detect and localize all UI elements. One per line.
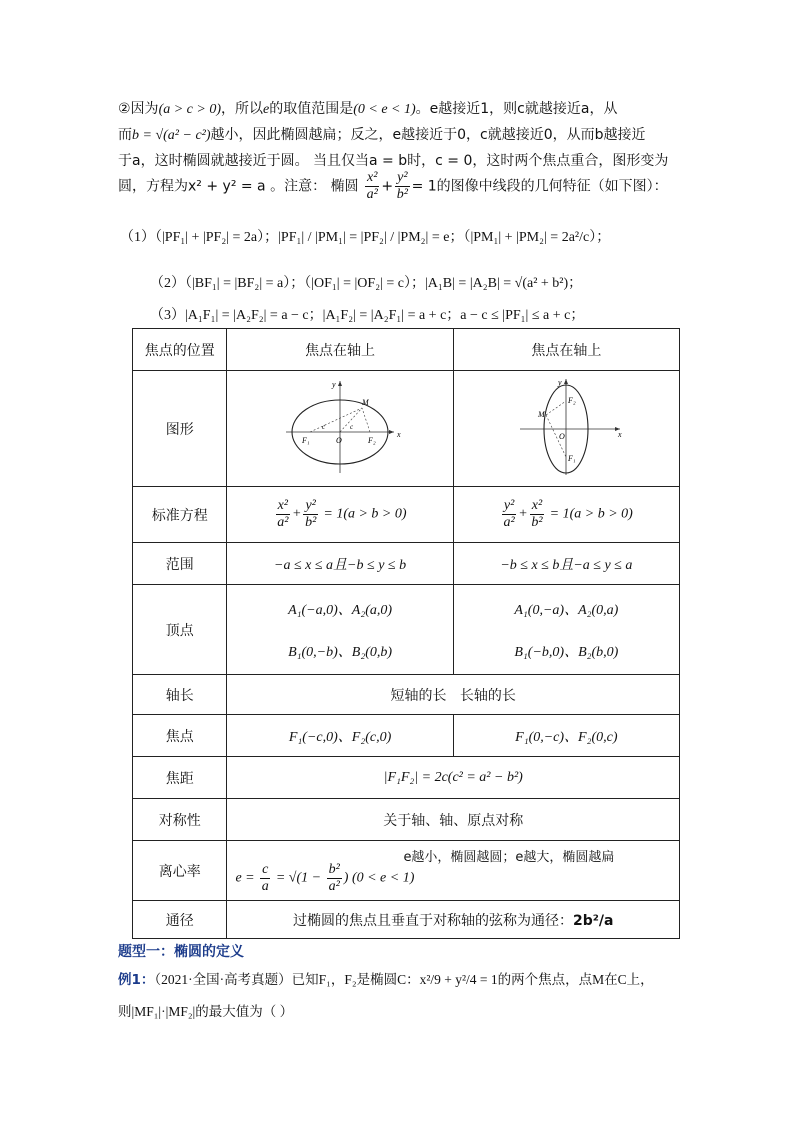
property-2	[150, 272, 582, 292]
property-1-text: （1）（|PF₁| + |PF₂| = 2a）；|PF₁| / |PM₁| = |PF₂| / |PM₂| = e；（|PM₁| + |PM₂| = 2a²/c）；	[120, 230, 611, 245]
equation-col2: $\frac{\text{y²}}{\text{a²}}$ + $\frac{\text{x²}}{\text{b²}}$ = 1(a > b > 0)	[453, 487, 679, 543]
intro-line-2	[118, 124, 646, 144]
f2-label: F₂	[368, 435, 376, 445]
e-symbol: e	[263, 102, 270, 117]
intro-text: = 1的图像中线段的几何特征（如下图）：	[411, 178, 668, 195]
section-title: 题型一：椭圆的定义	[118, 944, 244, 960]
f2-label: F₂	[568, 395, 577, 405]
table-header-row	[133, 329, 680, 371]
intro-text: 越小，因此椭圆越扁；反之，e越接近于0，c就越接近0，从而b越接近	[210, 127, 646, 143]
axis-label: 轴长	[133, 675, 227, 715]
vertex-label: 顶点	[133, 585, 227, 675]
example-line-2	[118, 1000, 293, 1020]
x-axis-label: x	[397, 429, 401, 439]
horizontal-ellipse-diagram	[280, 377, 400, 477]
figure-label: 图形	[133, 371, 227, 487]
header-label: 焦点的位置	[133, 329, 227, 371]
focal-label: 焦距	[133, 757, 227, 799]
figure-row	[133, 371, 680, 487]
property-1	[120, 226, 610, 246]
point-m-label: M	[538, 409, 546, 419]
origin-label: O	[559, 431, 566, 441]
intro-text: 的取值范围是	[269, 101, 354, 117]
range-col1: −a ≤ x ≤ a且−b ≤ y ≤ b	[227, 543, 453, 585]
b-formula: b = √(a² − c²)	[132, 128, 211, 143]
focus-label: 焦点	[133, 715, 227, 757]
vertex-b-col2: B₁(−b,0)、B₂(b,0)	[514, 644, 619, 660]
symmetry-row	[133, 799, 680, 841]
equation-label: 标准方程	[133, 487, 227, 543]
intro-text: 圆，方程为x² + y² = a 。注意： 椭圆	[118, 178, 359, 195]
intro-text: 于a，这时椭圆就越接近于圆。 当且仅当a = b时，c = 0，这时两个焦点重合，图形变为	[118, 153, 669, 169]
latus-text: 过椭圆的焦点且垂直于对称轴的弦称为通径：	[292, 912, 573, 929]
equation-col1: $\frac{\text{x²}}{\text{a²}}$ + $\frac{\text{y²}}{\text{b²}}$ = 1(a > b > 0)	[227, 487, 453, 543]
x-axis-label: x	[618, 429, 622, 439]
header-col2: 焦点在轴上	[453, 329, 679, 371]
origin-label: O	[336, 435, 342, 445]
focus-row	[133, 715, 680, 757]
latus-label: 通径	[133, 901, 227, 939]
latus-value	[227, 901, 680, 939]
f1-label: F₁	[302, 435, 310, 445]
range-label: 范围	[133, 543, 227, 585]
vertex-row	[133, 585, 680, 675]
ellipse-fraction-x: $\frac{\text{x²}}{\text{a²}}$	[366, 170, 378, 202]
point-m-label: M	[362, 397, 369, 407]
ellipse-fraction-y: $\frac{\text{y²}}{\text{b²}}$	[396, 170, 408, 202]
vertex-a-col2: A₁(0,−a)、A₂(0,a)	[514, 602, 619, 618]
eccentricity-formula: e = $\frac{c}{a}$ = √(1 − $\frac{\text{b²}}{\text{a²}}$ ) (0 < e < 1)	[235, 861, 415, 894]
eccentricity-row	[133, 841, 680, 901]
ellipse-properties-table	[132, 328, 680, 939]
intro-line-3	[118, 150, 668, 170]
range-col2: −b ≤ x ≤ b且−a ≤ y ≤ a	[453, 543, 679, 585]
example-line-1	[118, 968, 654, 988]
intro-text: 。e越接近1，则c就越接近a，从	[415, 101, 618, 117]
eccentricity-label: 离心率	[133, 841, 227, 901]
property-2-text: （2）（|BF₁| = |BF₂| = a）；（|OF₁| = |OF₂| = c）；|A₁B| = |A₂B| = √(a² + b²)；	[150, 276, 583, 291]
vertex-a-col1: A₁(−a,0)、A₂(a,0)	[288, 602, 393, 618]
vertex-b-col1: B₁(0,−b)、B₂(0,b)	[288, 644, 393, 660]
intro-text: ②因为	[118, 101, 159, 117]
intro-text: ，所以	[221, 101, 263, 117]
focal-value: |F₁F₂| = 2c(c² = a² − b²)	[227, 757, 680, 799]
example-text: （2021·全国·高考真题）已知F₁，F₂是椭圆C：x²/9 + y²/4 = 1的两个焦点，点M在C上，	[154, 972, 654, 987]
equation-row	[133, 487, 680, 543]
focal-row	[133, 757, 680, 799]
property-3-text: （3）|A₁F₁| = |A₂F₂| = a − c；|A₁F₂| = |A₂F₁| = a + c；a − c ≤ |PF₁| ≤ a + c；	[150, 308, 585, 323]
symmetry-value: 关于轴、轴、原点对称	[227, 799, 680, 841]
figure-vertical-ellipse	[453, 371, 679, 487]
range-row	[133, 543, 680, 585]
latus-formula: 2b²/a	[572, 912, 614, 929]
c-label: c	[322, 422, 326, 431]
axis-value: 短轴的长 长轴的长	[227, 675, 680, 715]
vertex-col1	[227, 585, 453, 675]
focus-col2: F₁(0,−c)、F₂(0,c)	[453, 715, 679, 757]
example-question: 则|MF₁|·|MF₂|的最大值为（ ）	[118, 1004, 294, 1019]
eccentricity-value	[227, 841, 680, 901]
y-axis-label: y	[332, 379, 336, 389]
c-label: c	[350, 422, 354, 431]
axis-row	[133, 675, 680, 715]
vertical-ellipse-diagram	[506, 377, 626, 477]
vertex-col2	[453, 585, 679, 675]
latus-row	[133, 901, 680, 939]
e-range-formula: (0 < e < 1)	[353, 102, 416, 117]
focus-col1: F₁(−c,0)、F₂(c,0)	[227, 715, 453, 757]
header-col1: 焦点在轴上	[227, 329, 453, 371]
condition-formula: (a > c > 0)	[158, 102, 221, 117]
y-axis-label: y	[558, 377, 562, 387]
eccentricity-note: e越小，椭圆越圆；e越大，椭圆越扁	[403, 849, 615, 865]
intro-line-1	[118, 98, 617, 118]
figure-horizontal-ellipse	[227, 371, 453, 487]
intro-text: 而	[118, 127, 132, 143]
intro-line-4: 圆，方程为x² + y² = a 。注意： 椭圆 $\frac{\text{x²}}{\text{a²}}$ + $\frac{\text{y²}}{\text{b²}}$ = 1的图像中线段的几何特征（如下图）：	[118, 170, 668, 202]
example-label: 例1：	[118, 972, 155, 988]
property-3	[150, 304, 584, 324]
f1-label: F₁	[568, 453, 577, 463]
symmetry-label: 对称性	[133, 799, 227, 841]
